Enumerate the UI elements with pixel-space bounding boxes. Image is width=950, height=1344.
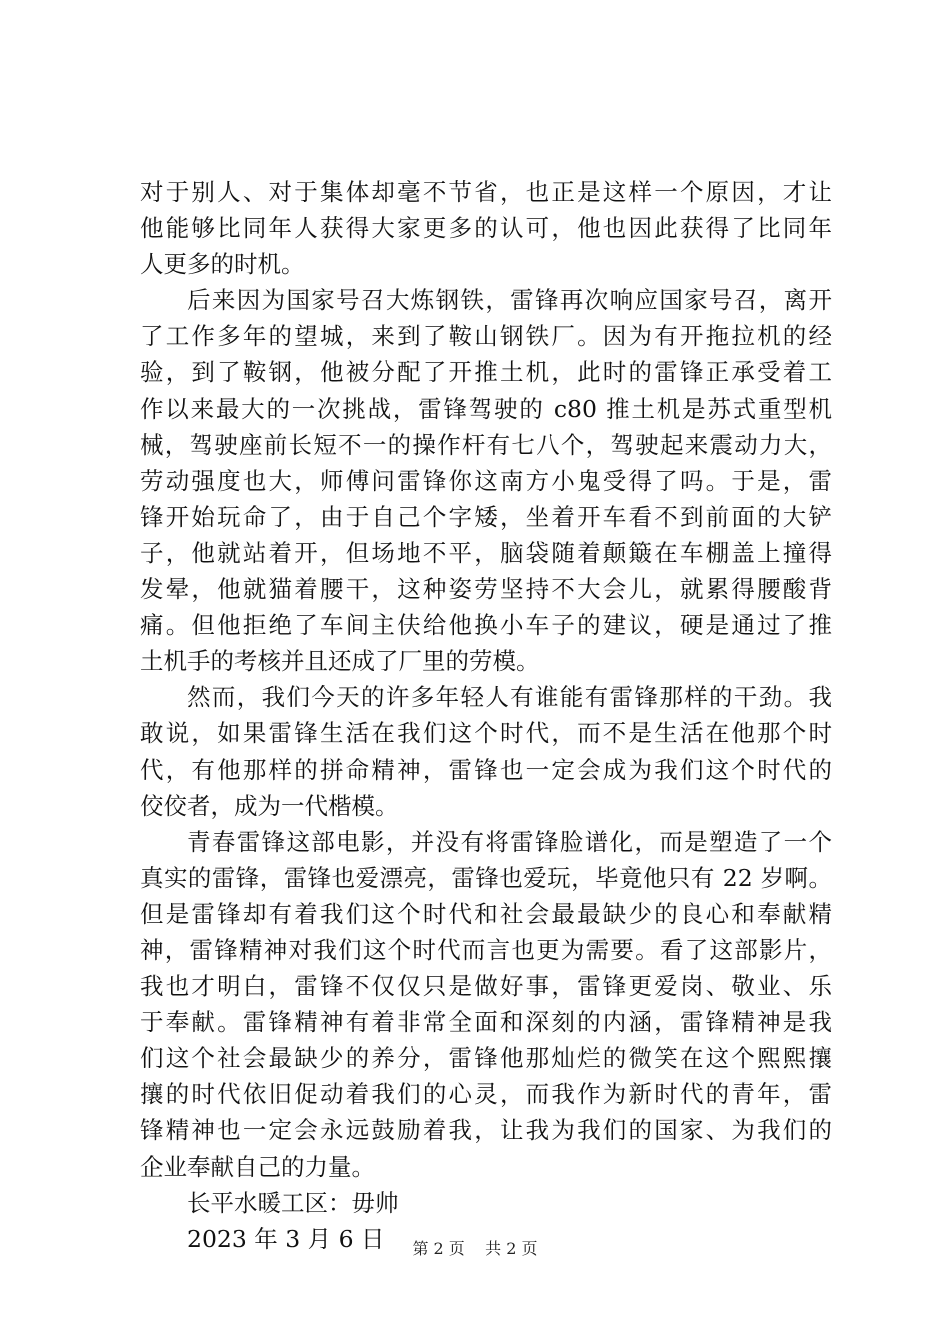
text-line: 对于别人、对于集体却毫不节省，也正是这样一个原因，才让 <box>140 178 832 206</box>
text-line: 2023 年 3 月 6 日 <box>187 1224 385 1253</box>
text-line: 后来因为国家号召大炼钢铁，雷锋再次响应国家号召，离开 <box>187 286 832 315</box>
text-line: 们这个社会最缺少的养分，雷锋他那灿烂的微笑在这个熙熙攘 <box>140 1044 832 1073</box>
text-line: 佼佼者，成为一代楷模。 <box>140 791 399 820</box>
document-body <box>140 174 832 1257</box>
text-line: 人更多的时机。 <box>140 250 305 279</box>
text-line: 敢说，如果雷锋生活在我们这个时代，而不是生活在他那个时 <box>140 719 832 748</box>
text-line: 了工作多年的望城，来到了鞍山钢铁厂。因为有开拖拉机的经 <box>140 322 832 351</box>
text-line: 痛。但他拒绝了车间主伕给他换小车子的建议，硬是通过了推 <box>140 611 832 640</box>
text-line: 我也才明白，雷锋不仅仅只是做好事，雷锋更爱岗、敬业、乐 <box>140 972 832 1001</box>
text-line: 青春雷锋这部电影，并没有将雷锋脸谱化，而是塑造了一个 <box>187 827 832 856</box>
text-line: 子，他就站着开，但场地不平，脑袋随着颠簸在车棚盖上撞得 <box>140 538 832 567</box>
text-line: 土机手的考核并且还成了厂里的劳模。 <box>140 647 540 676</box>
text-line: 攘的时代依旧促动着我们的心灵，而我作为新时代的青年，雷 <box>140 1080 832 1109</box>
text-line: 神，雷锋精神对我们这个时代而言也更为需要。看了这部影片， <box>140 935 832 964</box>
text-line: 企业奉献自己的力量。 <box>140 1152 375 1181</box>
text-line: 但是雷锋却有着我们这个时代和社会最最缺少的良心和奉献精 <box>140 899 832 928</box>
text-line: 真实的雷锋，雷锋也爱漂亮，雷锋也爱玩，毕竟他只有 22 岁啊。 <box>140 863 832 892</box>
text-line: 验，到了鞍钢，他被分配了开推土机，此时的雷锋正承受着工 <box>140 358 832 387</box>
footer-spacer <box>470 1239 480 1258</box>
page-number: 第 2 页 <box>412 1239 465 1258</box>
text-line: 长平水暖工区：毋帅 <box>187 1188 399 1217</box>
text-line: 劳动强度也大，师傅问雷锋你这南方小鬼受得了吗。于是，雷 <box>140 466 832 495</box>
text-line: 锋开始玩命了，由于自己个字矮，坐着开车看不到前面的大铲 <box>140 502 832 531</box>
text-line: 发晕，他就猫着腰干，这种姿劳坚持不大会儿，就累得腰酸背 <box>140 575 832 604</box>
text-line: 于奉献。雷锋精神有着非常全面和深刻的内涵，雷锋精神是我 <box>140 1008 832 1037</box>
text-line: 然而，我们今天的许多年轻人有谁能有雷锋那样的干劲。我 <box>187 683 832 712</box>
text-line: 作以来最大的一次挑战，雷锋驾驶的 c80 推土机是苏式重型机 <box>140 394 832 423</box>
page-footer <box>0 1239 950 1259</box>
text-line: 械，驾驶座前长短不一的操作杆有七八个，驾驶起来震动力大， <box>140 430 832 459</box>
page-total: 共 2 页 <box>485 1239 538 1258</box>
text-line: 他能够比同年人获得大家更多的认可，他也因此获得了比同年 <box>140 214 832 243</box>
text-line: 代，有他那样的拼命精神，雷锋也一定会成为我们这个时代的 <box>140 755 832 784</box>
text-line: 锋精神也一定会永远鼓励着我，让我为我们的国家、为我们的 <box>140 1116 832 1145</box>
